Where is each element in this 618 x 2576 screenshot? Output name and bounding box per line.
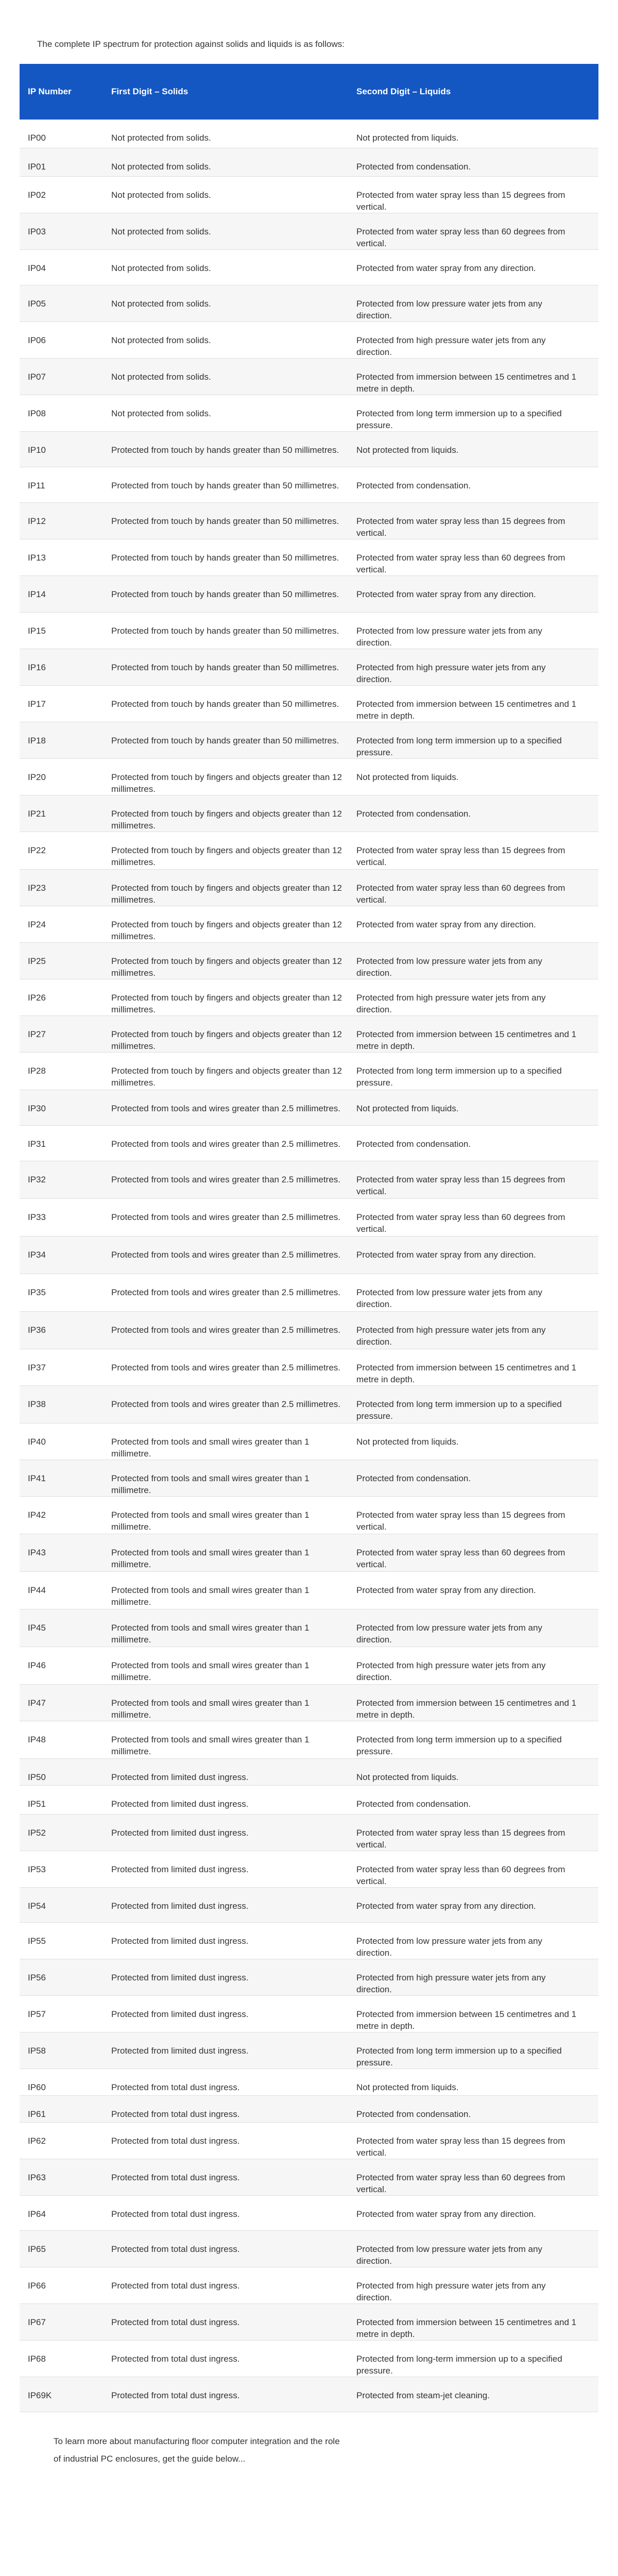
liquids-cell: Protected from condensation.: [354, 1460, 598, 1496]
table-row: [20, 285, 598, 321]
table-row: [20, 2122, 598, 2159]
liquids-cell: Not protected from liquids.: [354, 431, 598, 467]
table-row: [20, 1851, 598, 1887]
table-row: [20, 1995, 598, 2032]
solids-cell: Protected from total dust ingress.: [109, 2095, 354, 2122]
table-row: [20, 685, 598, 722]
table-row: [20, 1311, 598, 1349]
solids-cell: Protected from tools and small wires greater than 1 millimetre.: [109, 1684, 354, 1721]
table-row: [20, 1423, 598, 1460]
solids-cell: Protected from limited dust ingress.: [109, 1814, 354, 1851]
liquids-cell: Protected from long term immersion up to a specified pressure.: [354, 2032, 598, 2069]
solids-cell: Protected from touch by hands greater than 50 millimetres.: [109, 575, 354, 612]
liquids-cell: Protected from immersion between 15 centimetres and 1 metre in depth.: [354, 358, 598, 395]
liquids-cell: Protected from condensation.: [354, 1125, 598, 1161]
liquids-cell: Protected from high pressure water jets from any direction.: [354, 321, 598, 358]
liquids-cell: Protected from high pressure water jets from any direction.: [354, 1647, 598, 1684]
ip-code-cell: IP11: [20, 467, 109, 502]
table-row: [20, 2377, 598, 2412]
table-row: [20, 148, 598, 176]
solids-cell: Not protected from solids.: [109, 249, 354, 285]
solids-cell: Protected from total dust ingress.: [109, 2267, 354, 2303]
table-row: [20, 1274, 598, 1311]
ip-code-cell: IP45: [20, 1609, 109, 1647]
table-row: [20, 758, 598, 795]
ip-code-cell: IP27: [20, 1015, 109, 1052]
liquids-cell: Protected from water spray from any direction.: [354, 1887, 598, 1922]
ip-code-cell: IP57: [20, 1995, 109, 2032]
table-row: [20, 1349, 598, 1385]
table-row: [20, 1534, 598, 1571]
solids-cell: Protected from tools and small wires greater than 1 millimetre.: [109, 1460, 354, 1496]
liquids-cell: Protected from condensation.: [354, 1785, 598, 1814]
liquids-cell: Protected from immersion between 15 centimetres and 1 metre in depth.: [354, 1349, 598, 1385]
solids-cell: Protected from touch by fingers and objects greater than 12 millimetres.: [109, 832, 354, 869]
liquids-cell: Protected from low pressure water jets from any direction.: [354, 1922, 598, 1959]
liquids-cell: Not protected from liquids.: [354, 120, 598, 148]
solids-cell: Protected from tools and wires greater than 2.5 millimetres.: [109, 1236, 354, 1274]
ip-code-cell: IP14: [20, 575, 109, 612]
table-row: [20, 321, 598, 358]
ip-code-cell: IP34: [20, 1236, 109, 1274]
solids-cell: Protected from tools and wires greater than 2.5 millimetres.: [109, 1385, 354, 1423]
liquids-cell: Protected from long term immersion up to a specified pressure.: [354, 395, 598, 431]
ip-code-cell: IP47: [20, 1684, 109, 1721]
liquids-cell: Protected from low pressure water jets from any direction.: [354, 612, 598, 649]
table-row: [20, 612, 598, 649]
solids-cell: Protected from touch by fingers and objects greater than 12 millimetres.: [109, 758, 354, 795]
solids-cell: Protected from limited dust ingress.: [109, 1851, 354, 1887]
liquids-cell: Protected from water spray less than 15 degrees from vertical.: [354, 2122, 598, 2159]
liquids-cell: Protected from long term immersion up to a specified pressure.: [354, 1052, 598, 1090]
solids-cell: Protected from total dust ingress.: [109, 2303, 354, 2340]
solids-cell: Protected from touch by hands greater than 50 millimetres.: [109, 649, 354, 685]
liquids-cell: Protected from water spray from any direction.: [354, 1236, 598, 1274]
table-row: [20, 795, 598, 832]
solids-cell: Protected from tools and small wires greater than 1 millimetre.: [109, 1647, 354, 1684]
table-row: [20, 539, 598, 575]
liquids-cell: Protected from condensation.: [354, 467, 598, 502]
header-ip-number: IP Number: [20, 64, 109, 120]
solids-cell: Protected from tools and small wires greater than 1 millimetre.: [109, 1496, 354, 1534]
solids-cell: Protected from total dust ingress.: [109, 2122, 354, 2159]
liquids-cell: Protected from immersion between 15 centimetres and 1 metre in depth.: [354, 685, 598, 722]
table-row: [20, 176, 598, 213]
ip-code-cell: IP48: [20, 1721, 109, 1758]
table-row: [20, 1385, 598, 1423]
ip-code-cell: IP46: [20, 1647, 109, 1684]
ip-code-cell: IP15: [20, 612, 109, 649]
liquids-cell: Protected from high pressure water jets from any direction.: [354, 1959, 598, 1995]
table-row: [20, 1015, 598, 1052]
ip-code-cell: IP58: [20, 2032, 109, 2069]
solids-cell: Protected from total dust ingress.: [109, 2195, 354, 2230]
ip-code-cell: IP65: [20, 2230, 109, 2267]
ip-code-cell: IP00: [20, 120, 109, 148]
ip-code-cell: IP13: [20, 539, 109, 575]
table-row: [20, 2340, 598, 2377]
liquids-cell: Not protected from liquids.: [354, 1758, 598, 1785]
table-row: [20, 1758, 598, 1785]
ip-code-cell: IP18: [20, 722, 109, 758]
liquids-cell: Protected from water spray less than 60 degrees from vertical.: [354, 869, 598, 906]
table-row: [20, 1198, 598, 1236]
ip-code-cell: IP30: [20, 1090, 109, 1125]
solids-cell: Protected from touch by hands greater than 50 millimetres.: [109, 467, 354, 502]
table-row: [20, 1647, 598, 1684]
table-row: [20, 832, 598, 869]
liquids-cell: Not protected from liquids.: [354, 758, 598, 795]
ip-code-cell: IP56: [20, 1959, 109, 1995]
liquids-cell: Protected from water spray less than 60 degrees from vertical.: [354, 213, 598, 249]
liquids-cell: Protected from water spray less than 15 degrees from vertical.: [354, 1161, 598, 1198]
ip-code-cell: IP20: [20, 758, 109, 795]
ip-code-cell: IP12: [20, 502, 109, 539]
table-row: [20, 1090, 598, 1125]
table-row: [20, 1721, 598, 1758]
table-row: [20, 1609, 598, 1647]
solids-cell: Protected from touch by hands greater than 50 millimetres.: [109, 431, 354, 467]
ip-code-cell: IP10: [20, 431, 109, 467]
liquids-cell: Protected from water spray from any direction.: [354, 575, 598, 612]
solids-cell: Protected from tools and wires greater than 2.5 millimetres.: [109, 1090, 354, 1125]
table-row: [20, 2195, 598, 2230]
solids-cell: Protected from limited dust ingress.: [109, 1995, 354, 2032]
solids-cell: Not protected from solids.: [109, 176, 354, 213]
liquids-cell: Protected from water spray from any direction.: [354, 249, 598, 285]
ip-code-cell: IP22: [20, 832, 109, 869]
solids-cell: Protected from touch by fingers and objects greater than 12 millimetres.: [109, 869, 354, 906]
solids-cell: Protected from tools and wires greater than 2.5 millimetres.: [109, 1161, 354, 1198]
solids-cell: Protected from tools and wires greater than 2.5 millimetres.: [109, 1349, 354, 1385]
table-row: [20, 213, 598, 249]
table-row: [20, 358, 598, 395]
liquids-cell: Protected from long-term immersion up to a specified pressure.: [354, 2340, 598, 2377]
solids-cell: Not protected from solids.: [109, 321, 354, 358]
ip-code-cell: IP60: [20, 2069, 109, 2095]
ip-code-cell: IP69K: [20, 2377, 109, 2412]
ip-code-cell: IP64: [20, 2195, 109, 2230]
ip-code-cell: IP02: [20, 176, 109, 213]
liquids-cell: Protected from long term immersion up to a specified pressure.: [354, 722, 598, 758]
solids-cell: Protected from touch by fingers and objects greater than 12 millimetres.: [109, 906, 354, 942]
table-row: [20, 2032, 598, 2069]
table-header: [20, 64, 598, 120]
solids-cell: Protected from limited dust ingress.: [109, 1922, 354, 1959]
solids-cell: Not protected from solids.: [109, 120, 354, 148]
table-row: [20, 2095, 598, 2122]
ip-code-cell: IP08: [20, 395, 109, 431]
ip-code-cell: IP52: [20, 1814, 109, 1851]
solids-cell: Protected from touch by hands greater than 50 millimetres.: [109, 539, 354, 575]
solids-cell: Protected from touch by fingers and objects greater than 12 millimetres.: [109, 795, 354, 832]
solids-cell: Protected from touch by hands greater than 50 millimetres.: [109, 502, 354, 539]
solids-cell: Protected from tools and wires greater than 2.5 millimetres.: [109, 1198, 354, 1236]
solids-cell: Protected from tools and wires greater than 2.5 millimetres.: [109, 1125, 354, 1161]
liquids-cell: Protected from condensation.: [354, 795, 598, 832]
solids-cell: Protected from limited dust ingress.: [109, 1887, 354, 1922]
liquids-cell: Protected from high pressure water jets from any direction.: [354, 979, 598, 1015]
liquids-cell: Protected from high pressure water jets from any direction.: [354, 1311, 598, 1349]
liquids-cell: Protected from low pressure water jets from any direction.: [354, 2230, 598, 2267]
table-row: [20, 979, 598, 1015]
solids-cell: Protected from tools and small wires greater than 1 millimetre.: [109, 1534, 354, 1571]
ip-code-cell: IP41: [20, 1460, 109, 1496]
solids-cell: Not protected from solids.: [109, 358, 354, 395]
table-row: [20, 502, 598, 539]
table-row: [20, 2159, 598, 2195]
liquids-cell: Protected from immersion between 15 centimetres and 1 metre in depth.: [354, 1684, 598, 1721]
table-row: [20, 2069, 598, 2095]
solids-cell: Protected from touch by hands greater than 50 millimetres.: [109, 722, 354, 758]
liquids-cell: Protected from water spray from any direction.: [354, 2195, 598, 2230]
ip-code-cell: IP63: [20, 2159, 109, 2195]
ip-code-cell: IP54: [20, 1887, 109, 1922]
ip-code-cell: IP04: [20, 249, 109, 285]
table-row: [20, 1785, 598, 1814]
liquids-cell: Protected from water spray less than 15 degrees from vertical.: [354, 502, 598, 539]
liquids-cell: Protected from low pressure water jets from any direction.: [354, 285, 598, 321]
table-row: [20, 649, 598, 685]
liquids-cell: Protected from water spray from any direction.: [354, 1571, 598, 1609]
ip-code-cell: IP53: [20, 1851, 109, 1887]
table-row: [20, 1236, 598, 1274]
ip-code-cell: IP66: [20, 2267, 109, 2303]
solids-cell: Protected from tools and wires greater than 2.5 millimetres.: [109, 1274, 354, 1311]
solids-cell: Not protected from solids.: [109, 213, 354, 249]
solids-cell: Protected from limited dust ingress.: [109, 1959, 354, 1995]
ip-code-cell: IP61: [20, 2095, 109, 2122]
liquids-cell: Protected from long term immersion up to a specified pressure.: [354, 1385, 598, 1423]
ip-code-cell: IP40: [20, 1423, 109, 1460]
ip-rating-table: [20, 64, 598, 2412]
liquids-cell: Not protected from liquids.: [354, 1423, 598, 1460]
solids-cell: Protected from limited dust ingress.: [109, 1785, 354, 1814]
table-row: [20, 2267, 598, 2303]
ip-code-cell: IP16: [20, 649, 109, 685]
table-row: [20, 1052, 598, 1090]
solids-cell: Protected from tools and wires greater than 2.5 millimetres.: [109, 1311, 354, 1349]
ip-code-cell: IP36: [20, 1311, 109, 1349]
ip-code-cell: IP07: [20, 358, 109, 395]
liquids-cell: Protected from condensation.: [354, 148, 598, 176]
liquids-cell: Protected from water spray less than 60 degrees from vertical.: [354, 1534, 598, 1571]
solids-cell: Protected from tools and small wires greater than 1 millimetre.: [109, 1721, 354, 1758]
table-row: [20, 2303, 598, 2340]
liquids-cell: Protected from water spray from any direction.: [354, 906, 598, 942]
table-row: [20, 1959, 598, 1995]
ip-code-cell: IP33: [20, 1198, 109, 1236]
ip-code-cell: IP01: [20, 148, 109, 176]
liquids-cell: Protected from water spray less than 15 degrees from vertical.: [354, 1496, 598, 1534]
solids-cell: Protected from touch by hands greater than 50 millimetres.: [109, 612, 354, 649]
table-row: [20, 395, 598, 431]
table-row: [20, 1887, 598, 1922]
ip-code-cell: IP24: [20, 906, 109, 942]
ip-code-cell: IP17: [20, 685, 109, 722]
liquids-cell: Protected from low pressure water jets from any direction.: [354, 1274, 598, 1311]
solids-cell: Protected from touch by fingers and objects greater than 12 millimetres.: [109, 1052, 354, 1090]
liquids-cell: Protected from water spray less than 15 degrees from vertical.: [354, 176, 598, 213]
ip-code-cell: IP35: [20, 1274, 109, 1311]
liquids-cell: Protected from immersion between 15 centimetres and 1 metre in depth.: [354, 1995, 598, 2032]
liquids-cell: Protected from immersion between 15 centimetres and 1 metre in depth.: [354, 1015, 598, 1052]
ip-code-cell: IP38: [20, 1385, 109, 1423]
ip-code-cell: IP50: [20, 1758, 109, 1785]
table-row: [20, 869, 598, 906]
table-row: [20, 942, 598, 979]
table-row: [20, 1814, 598, 1851]
solids-cell: Protected from total dust ingress.: [109, 2230, 354, 2267]
ip-code-cell: IP03: [20, 213, 109, 249]
solids-cell: Protected from tools and small wires greater than 1 millimetre.: [109, 1609, 354, 1647]
table-row: [20, 431, 598, 467]
ip-code-cell: IP43: [20, 1534, 109, 1571]
outro-text: To learn more about manufacturing floor computer integration and the role of industrial PC enclosures, get the guide below...: [54, 2436, 340, 2464]
liquids-cell: Protected from low pressure water jets from any direction.: [354, 1609, 598, 1647]
header-first-digit: First Digit – Solids: [109, 64, 354, 120]
ip-code-cell: IP44: [20, 1571, 109, 1609]
ip-code-cell: IP42: [20, 1496, 109, 1534]
solids-cell: Protected from touch by fingers and objects greater than 12 millimetres.: [109, 1015, 354, 1052]
header-second-digit: Second Digit – Liquids: [354, 64, 598, 120]
solids-cell: Protected from touch by fingers and objects greater than 12 millimetres.: [109, 942, 354, 979]
solids-cell: Protected from tools and small wires greater than 1 millimetre.: [109, 1423, 354, 1460]
liquids-cell: Protected from long term immersion up to a specified pressure.: [354, 1721, 598, 1758]
solids-cell: Protected from total dust ingress.: [109, 2340, 354, 2377]
solids-cell: Protected from total dust ingress.: [109, 2159, 354, 2195]
intro-text: The complete IP spectrum for protection against solids and liquids is as follows:: [37, 39, 345, 49]
solids-cell: Not protected from solids.: [109, 148, 354, 176]
liquids-cell: Protected from water spray less than 60 degrees from vertical.: [354, 539, 598, 575]
ip-code-cell: IP51: [20, 1785, 109, 1814]
table-row: [20, 467, 598, 502]
table-row: [20, 1571, 598, 1609]
liquids-cell: Protected from water spray less than 15 degrees from vertical.: [354, 1814, 598, 1851]
liquids-cell: Protected from water spray less than 15 degrees from vertical.: [354, 832, 598, 869]
liquids-cell: Protected from condensation.: [354, 2095, 598, 2122]
table-row: [20, 1460, 598, 1496]
solids-cell: Protected from touch by hands greater than 50 millimetres.: [109, 685, 354, 722]
table-row: [20, 1161, 598, 1198]
liquids-cell: Protected from water spray less than 60 degrees from vertical.: [354, 1851, 598, 1887]
ip-code-cell: IP55: [20, 1922, 109, 1959]
ip-code-cell: IP21: [20, 795, 109, 832]
ip-code-cell: IP26: [20, 979, 109, 1015]
ip-code-cell: IP68: [20, 2340, 109, 2377]
table-row: [20, 906, 598, 942]
ip-code-cell: IP05: [20, 285, 109, 321]
table-row: [20, 575, 598, 612]
liquids-cell: Protected from low pressure water jets from any direction.: [354, 942, 598, 979]
table-row: [20, 1922, 598, 1959]
solids-cell: Protected from touch by fingers and objects greater than 12 millimetres.: [109, 979, 354, 1015]
liquids-cell: Protected from high pressure water jets from any direction.: [354, 649, 598, 685]
liquids-cell: Protected from high pressure water jets from any direction.: [354, 2267, 598, 2303]
liquids-cell: Protected from immersion between 15 centimetres and 1 metre in depth.: [354, 2303, 598, 2340]
ip-code-cell: IP23: [20, 869, 109, 906]
liquids-cell: Not protected from liquids.: [354, 1090, 598, 1125]
table-row: [20, 1125, 598, 1161]
liquids-cell: Protected from water spray less than 60 degrees from vertical.: [354, 2159, 598, 2195]
table-header-row: [20, 64, 598, 120]
liquids-cell: Protected from steam-jet cleaning.: [354, 2377, 598, 2412]
table-row: [20, 249, 598, 285]
liquids-cell: Protected from water spray less than 60 degrees from vertical.: [354, 1198, 598, 1236]
ip-code-cell: IP32: [20, 1161, 109, 1198]
table-row: [20, 1684, 598, 1721]
solids-cell: Not protected from solids.: [109, 395, 354, 431]
table-row: [20, 722, 598, 758]
ip-code-cell: IP28: [20, 1052, 109, 1090]
solids-cell: Not protected from solids.: [109, 285, 354, 321]
table-row: [20, 1496, 598, 1534]
ip-code-cell: IP37: [20, 1349, 109, 1385]
table-row: [20, 2230, 598, 2267]
solids-cell: Protected from tools and small wires greater than 1 millimetre.: [109, 1571, 354, 1609]
ip-code-cell: IP67: [20, 2303, 109, 2340]
ip-code-cell: IP06: [20, 321, 109, 358]
solids-cell: Protected from limited dust ingress.: [109, 1758, 354, 1785]
table-body: [20, 120, 598, 2412]
solids-cell: Protected from total dust ingress.: [109, 2377, 354, 2412]
solids-cell: Protected from limited dust ingress.: [109, 2032, 354, 2069]
liquids-cell: Not protected from liquids.: [354, 2069, 598, 2095]
ip-code-cell: IP62: [20, 2122, 109, 2159]
table-row: [20, 120, 598, 148]
ip-code-cell: IP31: [20, 1125, 109, 1161]
ip-code-cell: IP25: [20, 942, 109, 979]
solids-cell: Protected from total dust ingress.: [109, 2069, 354, 2095]
